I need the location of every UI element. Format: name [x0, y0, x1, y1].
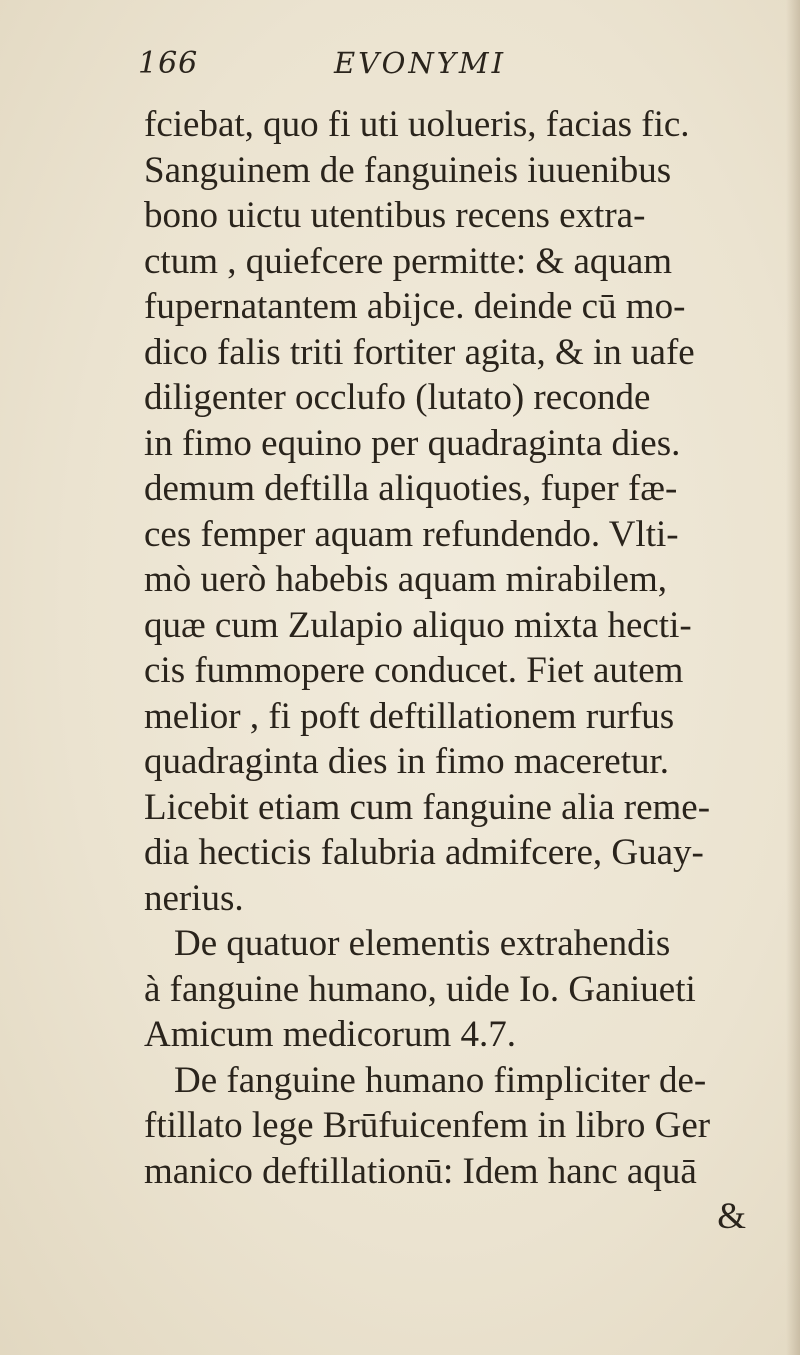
- text-line: nerius.: [144, 877, 244, 919]
- body-text: [144, 102, 784, 1240]
- text-line: melior , fi poft deftillationem rurfus: [144, 695, 675, 737]
- text-line: manico deftillationū: Idem hanc aquā: [144, 1150, 697, 1192]
- text-line: cis fummopere conducet. Fiet autem: [144, 650, 684, 691]
- text-line: quæ cum Zulapio aliquo mixta hecti-: [144, 604, 692, 646]
- text-line: fciebat, quo fi uti uolueris, facias fic.: [144, 104, 690, 145]
- running-head: [138, 46, 638, 86]
- paragraph-start-line: De fanguine humano fimpliciter de-: [174, 1059, 707, 1101]
- text-line: ftillato lege Brūfuicenfem in libro Ger: [144, 1105, 711, 1146]
- text-line: Amicum medicorum 4.7.: [144, 1014, 516, 1055]
- text-line: mò uerò habebis aquam mirabilem,: [144, 559, 667, 600]
- text-line: fupernatantem abijce. deinde cū mo-: [144, 286, 686, 327]
- text-line: diligenter occlufo (lutato) reconde: [144, 377, 651, 418]
- text-line: quadraginta dies in fimo maceretur.: [144, 741, 670, 782]
- catchword: &: [717, 1196, 746, 1237]
- text-line: Licebit etiam cum fanguine alia reme-: [144, 786, 711, 828]
- text-line: bono uictu utentibus recens extra-: [144, 195, 646, 236]
- text-line: dia hecticis falubria admifcere, Guay-: [144, 832, 704, 873]
- text-line: dico falis triti fortiter agita, & in uafe: [144, 331, 695, 373]
- text-line: ctum , quiefcere permitte: & aquam: [144, 240, 673, 282]
- text-line: demum deftilla aliquoties, fuper fæ-: [144, 468, 678, 509]
- running-title: EVONYMI: [334, 46, 507, 80]
- page-number: 166: [138, 46, 199, 81]
- text-line: à fanguine humano, uide Io. Ganiueti: [144, 968, 696, 1010]
- text-line: in fimo equino per quadraginta dies.: [144, 422, 681, 464]
- text-line: ces femper aquam refundendo. Vlti-: [144, 513, 679, 555]
- text-line: Sanguinem de fanguineis iuuenibus: [144, 149, 672, 191]
- paragraph-start-line: De quatuor elementis extrahendis: [174, 923, 671, 964]
